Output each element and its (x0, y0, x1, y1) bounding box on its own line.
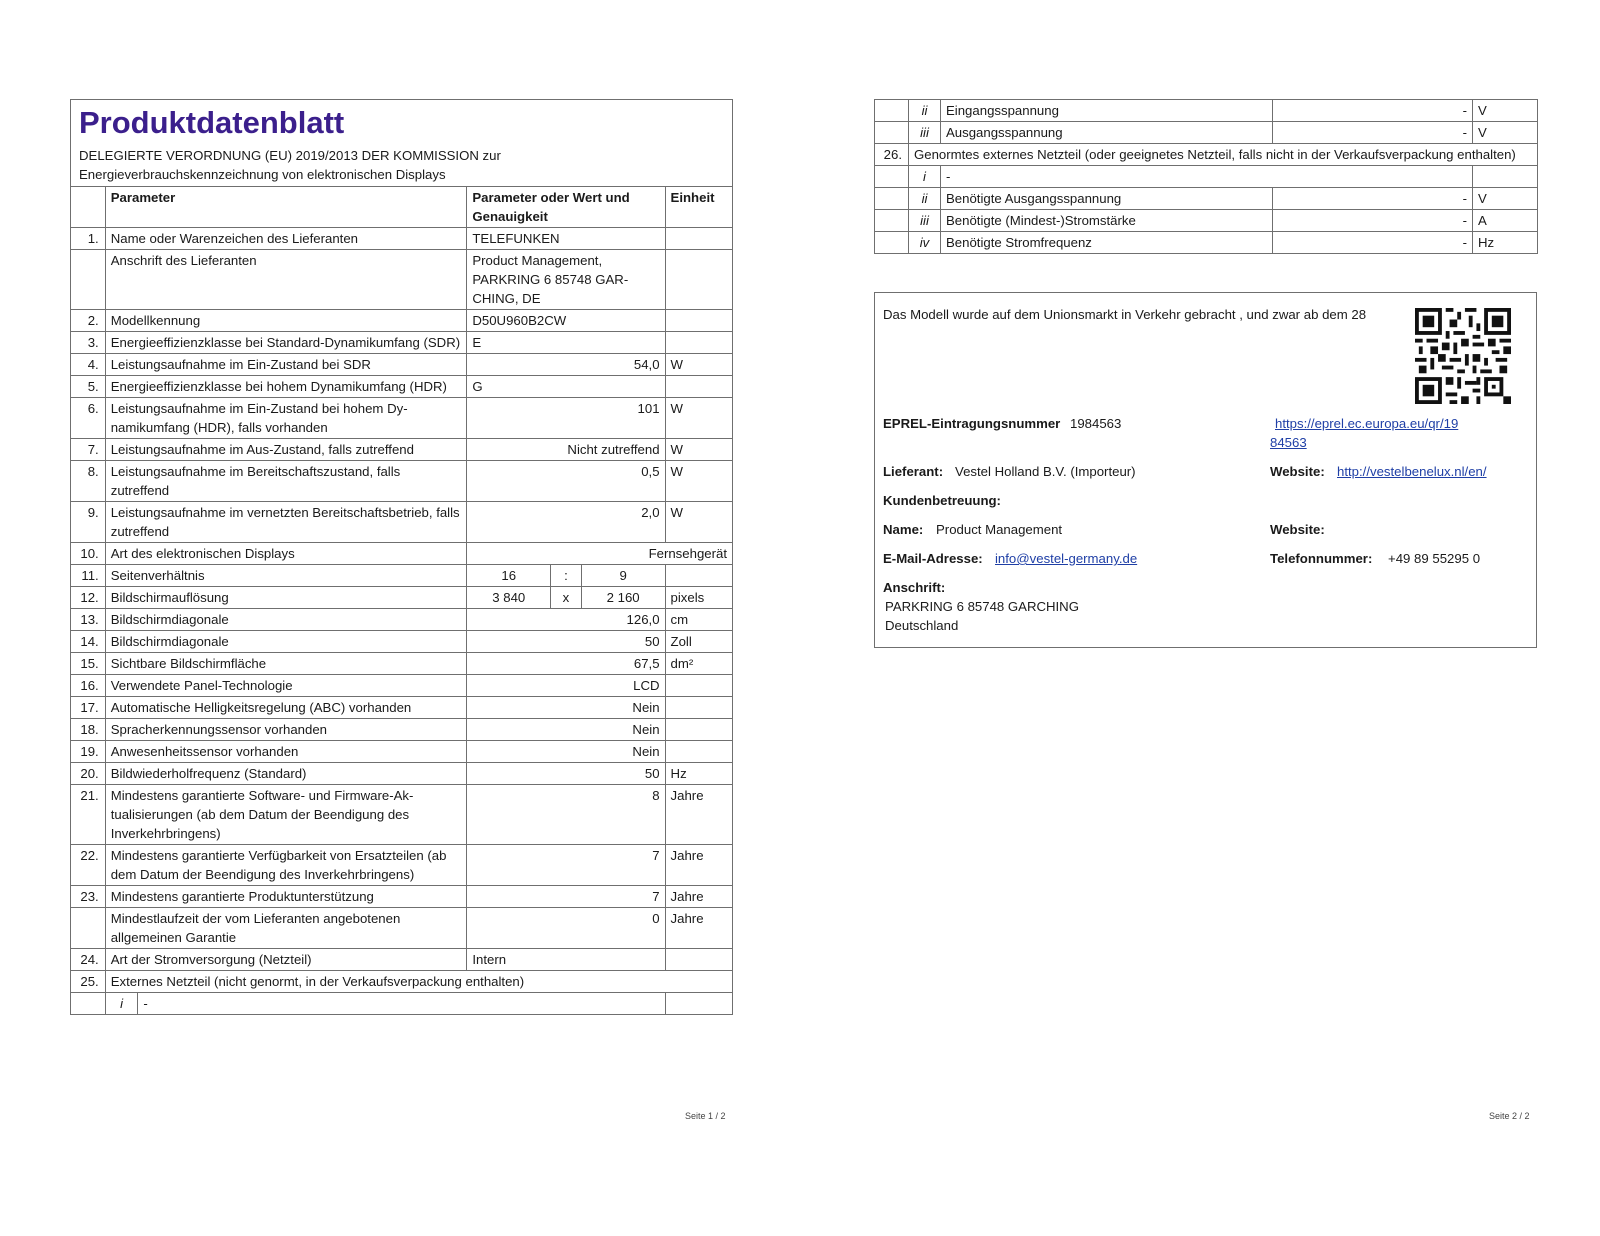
row-unit-empty (1473, 166, 1538, 188)
row-unit: W (665, 439, 732, 461)
row-label: Bildschirmdiagonale (105, 631, 467, 653)
row-unit (665, 228, 732, 250)
row-unit (665, 310, 732, 332)
resolution-separator: x (551, 587, 582, 609)
row-value: Intern (467, 949, 665, 971)
page-footer-1: Seite 1 / 2 (685, 1111, 726, 1121)
sub-row-index: i (105, 993, 138, 1015)
table-row (71, 697, 733, 719)
row-label: Energieeffizienzklasse bei Standard-Dynamikumfang (SDR) (105, 332, 467, 354)
table-row (875, 232, 1538, 254)
table-row (71, 653, 733, 675)
table-row (71, 993, 733, 1015)
row-number-empty (875, 232, 909, 254)
row-value: - (1273, 210, 1473, 232)
aspect-width: 16 (467, 565, 551, 587)
sub-row-value: - (941, 166, 1473, 188)
row-label: Mindestens garantierte Software- und Firmware-Aktualisierungen (ab dem Datum der Beendigung des Inverkehrbringens) (105, 785, 467, 845)
row-unit: pixels (665, 587, 732, 609)
row-label: Anschrift des Lieferanten (105, 250, 467, 310)
header-parameter: Parameter (105, 187, 467, 228)
sub-row-index: ii (909, 100, 941, 122)
phone-value: +49 89 55295 0 (1388, 551, 1481, 566)
row-label: Bildschirmauflösung (105, 587, 467, 609)
row-label: Leistungsaufnahme im Aus-Zustand, falls zutreffend (105, 439, 467, 461)
header-value: Parameter oder Wert und Genauigkeit (467, 187, 665, 228)
email-link[interactable]: info@vestel-germany.de (995, 551, 1138, 566)
table-row (71, 398, 733, 439)
table-row (71, 785, 733, 845)
row-number-empty (875, 100, 909, 122)
market-placement-text: Das Modell wurde auf dem Unionsmarkt in Verkehr gebracht , und zwar ab dem 28 (883, 307, 1367, 322)
row-number-empty (71, 993, 106, 1015)
row-label: Verwendete Panel-Technologie (105, 675, 467, 697)
phone-label: Telefonnummer: (1270, 551, 1373, 566)
row-value: 7 (467, 845, 665, 886)
table-row (71, 971, 733, 993)
regulation-line-1: DELEGIERTE VERORDNUNG (EU) 2019/2013 DER KOMMISSION zur (79, 148, 501, 163)
row-number (71, 250, 106, 310)
table-header-row (71, 187, 733, 228)
row-label: Leistungsaufnahme im Ein-Zustand bei hohem Dynamikumfang (HDR), falls vorhanden (105, 398, 467, 439)
website-link[interactable]: http://vestelbenelux.nl/en/ (1337, 464, 1487, 479)
table-row (875, 166, 1538, 188)
row-unit: dm² (665, 653, 732, 675)
row-number: 21. (71, 785, 106, 845)
row-value: 54,0 (467, 354, 665, 376)
table-row (71, 250, 733, 310)
row-label: Benötigte Stromfrequenz (941, 232, 1273, 254)
row-label: Ausgangsspannung (941, 122, 1273, 144)
row-value: 67,5 (467, 653, 665, 675)
row-label: Benötigte (Mindest-)Stromstärke (941, 210, 1273, 232)
page-footer-2: Seite 2 / 2 (1489, 1111, 1530, 1121)
supplier-label: Lieferant: (883, 464, 944, 479)
row-label: Leistungsaufnahme im Ein-Zustand bei SDR (105, 354, 467, 376)
supplier-info-box (874, 292, 1537, 648)
eprel-link-line-1[interactable]: https://eprel.ec.europa.eu/qr/19 (1275, 416, 1459, 431)
row-value: Nein (467, 741, 665, 763)
eprel-number: 1984563 (1070, 416, 1122, 431)
row-unit (665, 719, 732, 741)
row-number-empty (875, 188, 909, 210)
service-website-label: Website: (1270, 522, 1325, 537)
sub-row-index: iii (909, 122, 941, 144)
row-unit: Hz (665, 763, 732, 785)
row-number: 8. (71, 461, 106, 502)
sub-row-index: iii (909, 210, 941, 232)
row-value: 2,0 (467, 502, 665, 543)
table-row (875, 100, 1538, 122)
table-row (71, 502, 733, 543)
table-row (71, 376, 733, 398)
row-number: 1. (71, 228, 106, 250)
email-label: E-Mail-Adresse: (883, 551, 983, 566)
row-unit: V (1473, 122, 1538, 144)
row-unit (665, 949, 732, 971)
table-row (71, 543, 733, 565)
row-value: - (1273, 100, 1473, 122)
row-number: 16. (71, 675, 106, 697)
table-row (71, 354, 733, 376)
row-number: 18. (71, 719, 106, 741)
row-value: - (1273, 232, 1473, 254)
table-row (71, 908, 733, 949)
table-row (71, 845, 733, 886)
row-value: 7 (467, 886, 665, 908)
table-row (875, 144, 1538, 166)
table-row (875, 188, 1538, 210)
regulation-line-2: Energieverbrauchskennzeichnung von elektronischen Displays (79, 167, 446, 182)
table-row (71, 332, 733, 354)
row-label: Name oder Warenzeichen des Lieferanten (105, 228, 467, 250)
row-label: Automatische Helligkeitsregelung (ABC) vorhanden (105, 697, 467, 719)
row-number: 13. (71, 609, 106, 631)
row-number: 9. (71, 502, 106, 543)
row-unit: W (665, 354, 732, 376)
row-unit (665, 675, 732, 697)
table-row (71, 741, 733, 763)
table-row (71, 886, 733, 908)
table-row (71, 763, 733, 785)
row-number: 12. (71, 587, 106, 609)
row-number-empty (875, 166, 909, 188)
row-value: 0 (467, 908, 665, 949)
row-number: 3. (71, 332, 106, 354)
row-value: D50U960B2CW (467, 310, 665, 332)
row-value: Nein (467, 719, 665, 741)
row-unit: W (665, 502, 732, 543)
row-value: Nein (467, 697, 665, 719)
table-row (71, 609, 733, 631)
row-number (71, 908, 106, 949)
row-label: Benötigte Ausgangsspannung (941, 188, 1273, 210)
row-label: Sichtbare Bildschirmfläche (105, 653, 467, 675)
power-supply-table (874, 99, 1538, 254)
row-number: 24. (71, 949, 106, 971)
table-row (875, 210, 1538, 232)
page-2 (874, 99, 1537, 254)
contact-name-label: Name: (883, 522, 924, 537)
sub-row-value: - (138, 993, 665, 1015)
row-number-empty (875, 122, 909, 144)
row-value: G (467, 376, 665, 398)
table-row (71, 565, 733, 587)
row-label: Spracherkennungssensor vorhanden (105, 719, 467, 741)
row-value: Nicht zutreffend (467, 439, 665, 461)
row-label: Eingangsspannung (941, 100, 1273, 122)
table-row (71, 587, 733, 609)
row-label: Genormtes externes Netzteil (oder geeignetes Netzteil, falls nicht in der Verkaufsverpackung enthalten) (909, 144, 1538, 166)
row-number: 5. (71, 376, 106, 398)
aspect-height: 9 (581, 565, 665, 587)
page-title: Produktdatenblatt (79, 105, 345, 140)
sub-row-index: i (909, 166, 941, 188)
document-header (70, 99, 733, 186)
row-label: Bildschirmdiagonale (105, 609, 467, 631)
row-number: 4. (71, 354, 106, 376)
table-row (71, 439, 733, 461)
row-unit (665, 332, 732, 354)
row-number: 7. (71, 439, 106, 461)
row-number-empty (875, 210, 909, 232)
row-label: Anwesenheitssensor vorhanden (105, 741, 467, 763)
row-label: Mindestens garantierte Produktunterstützung (105, 886, 467, 908)
row-unit (665, 250, 732, 310)
row-value: Product Management, PARKRING 6 85748 GARCHING, DE (467, 250, 665, 310)
row-unit (665, 565, 732, 587)
row-value: 8 (467, 785, 665, 845)
sub-row-index: ii (909, 188, 941, 210)
eprel-label: EPREL-Eintragungsnummer (883, 416, 1061, 431)
row-unit: W (665, 461, 732, 502)
row-label: Art der Stromversorgung (Netzteil) (105, 949, 467, 971)
qr-code-icon[interactable] (1415, 308, 1511, 404)
contact-name-value: Product Management (936, 522, 1063, 537)
row-unit-empty (665, 993, 732, 1015)
table-row (71, 228, 733, 250)
row-number: 19. (71, 741, 106, 763)
address-label: Anschrift: (883, 580, 946, 595)
row-unit: Jahre (665, 908, 732, 949)
row-unit: cm (665, 609, 732, 631)
row-unit (665, 697, 732, 719)
row-value: E (467, 332, 665, 354)
row-label: Leistungsaufnahme im vernetzten Bereitschaftsbetrieb, falls zutreffend (105, 502, 467, 543)
row-unit: A (1473, 210, 1538, 232)
table-row (71, 675, 733, 697)
row-number: 11. (71, 565, 106, 587)
row-unit: Jahre (665, 785, 732, 845)
website-label: Website: (1270, 464, 1325, 479)
row-unit (665, 741, 732, 763)
aspect-separator: : (551, 565, 582, 587)
table-row (71, 949, 733, 971)
row-unit: Hz (1473, 232, 1538, 254)
row-label: Externes Netzteil (nicht genormt, in der Verkaufsverpackung enthalten) (105, 971, 732, 993)
row-value: TELEFUNKEN (467, 228, 665, 250)
row-value: 50 (467, 631, 665, 653)
table-row (71, 631, 733, 653)
customer-service-label: Kundenbetreuung: (883, 493, 1001, 508)
row-label: Energieeffizienzklasse bei hohem Dynamikumfang (HDR) (105, 376, 467, 398)
address-line-1: PARKRING 6 85748 GARCHING (885, 599, 1079, 614)
row-value: 50 (467, 763, 665, 785)
row-unit: V (1473, 100, 1538, 122)
header-unit: Einheit (665, 187, 732, 228)
eprel-link-line-2[interactable]: 84563 (1270, 435, 1307, 450)
row-number: 2. (71, 310, 106, 332)
table-row (875, 122, 1538, 144)
row-value: Fernsehgerät (467, 543, 733, 565)
row-label: Leistungsaufnahme im Bereitschaftszustand, falls zutreffend (105, 461, 467, 502)
row-value: 126,0 (467, 609, 665, 631)
row-value: - (1273, 188, 1473, 210)
row-number: 26. (875, 144, 909, 166)
product-data-table (70, 186, 733, 1015)
row-value: 101 (467, 398, 665, 439)
row-number: 6. (71, 398, 106, 439)
row-value: 0,5 (467, 461, 665, 502)
table-row (71, 310, 733, 332)
page-1 (70, 99, 733, 1015)
table-row (71, 719, 733, 741)
row-unit: Jahre (665, 886, 732, 908)
row-number: 14. (71, 631, 106, 653)
row-number: 10. (71, 543, 106, 565)
supplier-value: Vestel Holland B.V. (Importeur) (955, 464, 1136, 479)
row-unit: Zoll (665, 631, 732, 653)
row-number: 17. (71, 697, 106, 719)
row-unit (665, 376, 732, 398)
resolution-width: 3 840 (467, 587, 551, 609)
sub-row-index: iv (909, 232, 941, 254)
row-value: LCD (467, 675, 665, 697)
row-number: 22. (71, 845, 106, 886)
row-label: Seitenverhältnis (105, 565, 467, 587)
row-label: Bildwiederholfrequenz (Standard) (105, 763, 467, 785)
row-number: 20. (71, 763, 106, 785)
row-number: 15. (71, 653, 106, 675)
row-label: Mindestens garantierte Verfügbarkeit von Ersatzteilen (ab dem Datum der Beendigung des Inverkehrbringens) (105, 845, 467, 886)
row-unit: Jahre (665, 845, 732, 886)
table-row (71, 461, 733, 502)
row-value: - (1273, 122, 1473, 144)
row-label: Mindestlaufzeit der vom Lieferanten angebotenen allgemeinen Garantie (105, 908, 467, 949)
row-unit: W (665, 398, 732, 439)
row-number: 25. (71, 971, 106, 993)
row-label: Modellkennung (105, 310, 467, 332)
resolution-height: 2 160 (581, 587, 665, 609)
address-line-2: Deutschland (885, 618, 959, 633)
row-label: Art des elektronischen Displays (105, 543, 467, 565)
row-number: 23. (71, 886, 106, 908)
row-unit: V (1473, 188, 1538, 210)
